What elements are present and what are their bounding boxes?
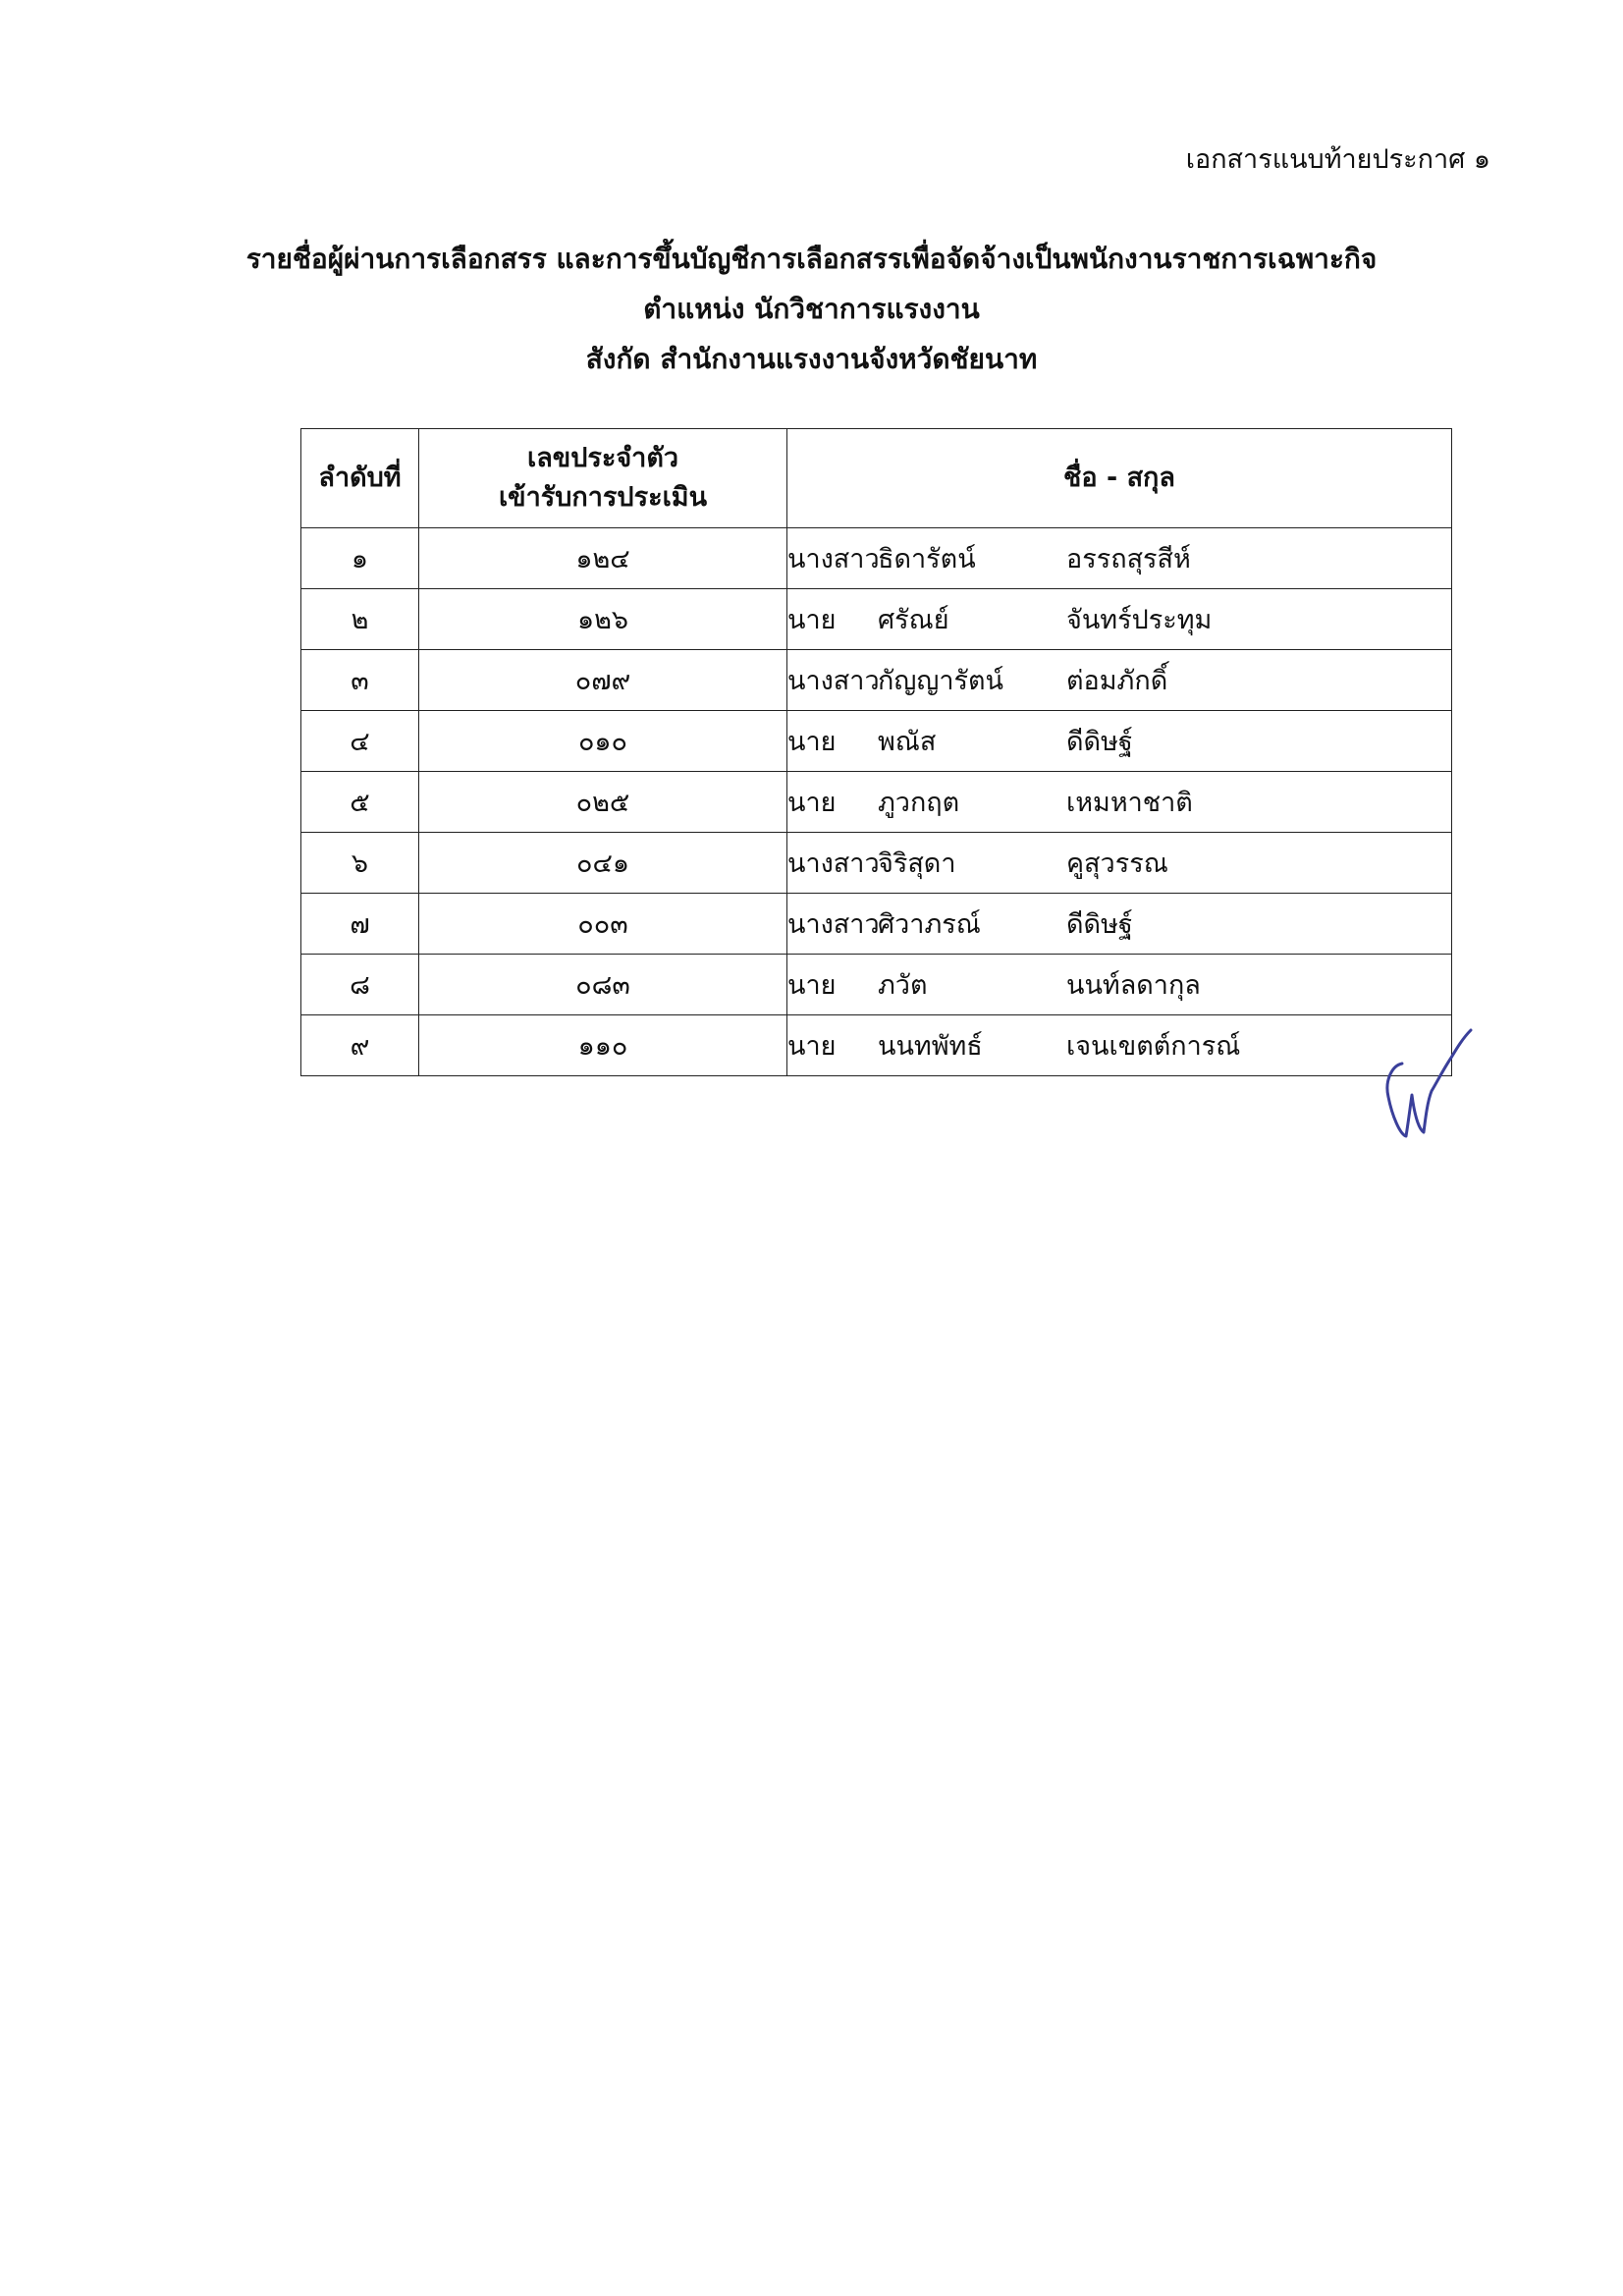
row-id: ๑๒๔ [419, 528, 787, 589]
row-id: ๐๒๕ [419, 772, 787, 833]
table-row [301, 894, 1452, 955]
first-name: กัญญารัตน์ [878, 666, 1004, 696]
row-order: ๕ [301, 772, 419, 833]
table-row [301, 955, 1452, 1015]
name-prefix: นางสาว [787, 848, 880, 879]
last-name: คูสุวรรณ [1066, 848, 1168, 879]
title-line-2: ตำแหน่ง นักวิชาการแรงงาน [643, 293, 980, 325]
results-table [300, 428, 1452, 1076]
row-name [787, 894, 1452, 955]
row-order: ๖ [301, 833, 419, 894]
header-id-line-1: เลขประจำตัว [526, 443, 679, 473]
row-name [787, 711, 1452, 772]
row-order: ๗ [301, 894, 419, 955]
row-order: ๓ [301, 650, 419, 711]
first-name: พณัส [878, 727, 937, 757]
table-row [301, 772, 1452, 833]
row-name [787, 589, 1452, 650]
row-name [787, 650, 1452, 711]
table-row [301, 650, 1452, 711]
row-name [787, 1015, 1452, 1076]
row-id: ๐๐๓ [419, 894, 787, 955]
header-id [419, 429, 787, 528]
name-prefix: นางสาว [787, 544, 880, 574]
first-name: ภูวกฤต [878, 788, 960, 818]
name-prefix: นาย [787, 727, 837, 757]
table-header-row [301, 429, 1452, 528]
row-name [787, 955, 1452, 1015]
first-name: ศรัณย์ [878, 605, 949, 635]
row-name [787, 772, 1452, 833]
name-prefix: นาย [787, 605, 837, 635]
table-row [301, 711, 1452, 772]
row-name [787, 833, 1452, 894]
row-id: ๐๗๙ [419, 650, 787, 711]
last-name: นนท์ลดากุล [1066, 970, 1201, 1001]
row-order: ๒ [301, 589, 419, 650]
attachment-note: เอกสารแนบท้ายประกาศ ๑ [1185, 144, 1490, 175]
row-id: ๐๘๓ [419, 955, 787, 1015]
table-row [301, 528, 1452, 589]
header-order: ลำดับที่ [301, 429, 419, 528]
last-name: ดีดิษฐ์ [1066, 909, 1133, 940]
first-name: นนทพัทธ์ [878, 1031, 983, 1062]
name-prefix: นางสาว [787, 909, 880, 940]
name-prefix: นาย [787, 970, 837, 1001]
row-id: ๑๒๖ [419, 589, 787, 650]
last-name: เจนเขตต์การณ์ [1066, 1031, 1241, 1062]
first-name: ธิดารัตน์ [878, 544, 976, 574]
table-row [301, 589, 1452, 650]
row-id: ๐๑๐ [419, 711, 787, 772]
row-id: ๐๔๑ [419, 833, 787, 894]
row-order: ๑ [301, 528, 419, 589]
row-order: ๙ [301, 1015, 419, 1076]
name-prefix: นาย [787, 788, 837, 818]
last-name: ดีดิษฐ์ [1066, 727, 1133, 757]
title-line-3: สังกัด สำนักงานแรงงานจังหวัดชัยนาท [585, 343, 1038, 375]
last-name: อรรถสุรสีห์ [1066, 544, 1191, 574]
name-prefix: นางสาว [787, 666, 880, 696]
first-name: ภวัต [878, 970, 928, 1001]
first-name: ศิวาภรณ์ [878, 909, 981, 940]
title-line-1: รายชื่อผู้ผ่านการเลือกสรร และการขึ้นบัญชีการเลือกสรรเพื่อจัดจ้างเป็นพนักงานราชการเฉพาะกิจ [245, 243, 1378, 275]
row-order: ๔ [301, 711, 419, 772]
signature-mark [1375, 1026, 1478, 1144]
document-title [0, 234, 1623, 384]
last-name: ต่อมภักดิ์ [1066, 666, 1168, 696]
name-prefix: นาย [787, 1031, 837, 1062]
table-row [301, 833, 1452, 894]
first-name: จิริสุดา [878, 848, 956, 879]
last-name: จันทร์ประทุม [1066, 605, 1213, 635]
last-name: เหมหาชาติ [1066, 788, 1193, 818]
row-id: ๑๑๐ [419, 1015, 787, 1076]
row-name [787, 528, 1452, 589]
header-id-line-2: เข้ารับการประเมิน [498, 482, 708, 513]
table-row [301, 1015, 1452, 1076]
row-order: ๘ [301, 955, 419, 1015]
header-name: ชื่อ - สกุล [787, 429, 1452, 528]
